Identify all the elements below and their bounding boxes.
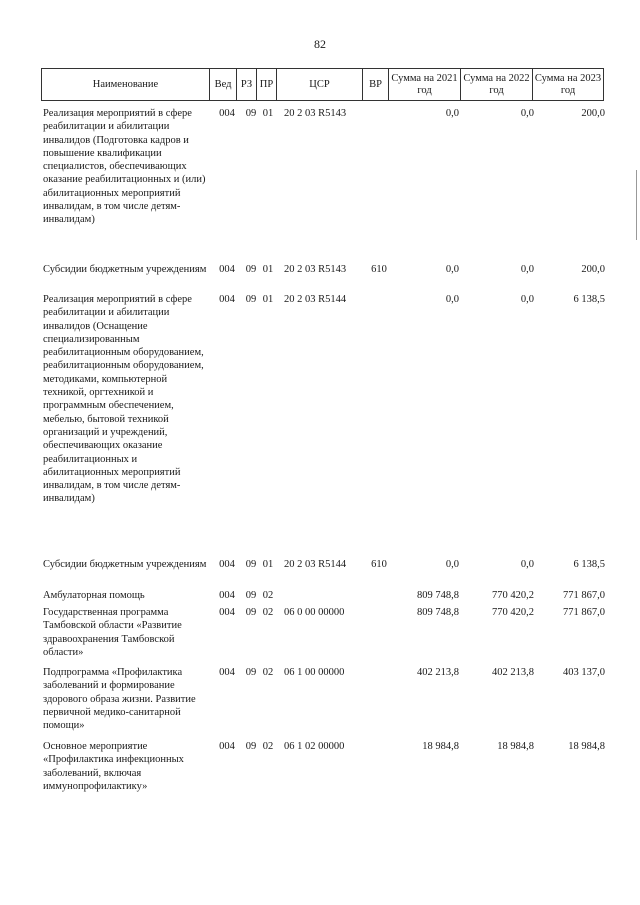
row-rz: 09 xyxy=(245,741,257,752)
row-rz: 09 xyxy=(245,108,257,119)
header-sum-2022: Сумма на 2022 год xyxy=(460,68,532,101)
row-name: Субсидии бюджетным учреждениям xyxy=(43,559,207,570)
row-pr: 01 xyxy=(262,264,274,275)
row-name: Реализация мероприятий в сфере реабилитации и абилитации инвалидов (Оснащение специализированным реабилитационным оборудованием, реабилитационным оборудованием, методиками, компьютерной техникой, оргтехникой и программным обеспечением, мебелью, бытовой техникой организаций и учреждений, обеспечивающих оказание реабилитационных и абилитационных мероприятий инвалидам, в том числе детям-инвалидам) xyxy=(43,294,204,505)
row-sum-2021: 0,0 xyxy=(445,559,459,570)
row-sum-2021: 0,0 xyxy=(445,108,459,119)
header-ved: Вед xyxy=(209,68,236,101)
row-sum-2021: 809 748,8 xyxy=(417,590,459,601)
row-sum-2021: 0,0 xyxy=(445,294,459,305)
row-ved: 004 xyxy=(219,667,235,678)
header-sum-2023: Сумма на 2023 год xyxy=(532,68,604,101)
header-name: Наименование xyxy=(41,68,209,101)
scan-margin-mark xyxy=(636,170,637,240)
row-sum-2023: 200,0 xyxy=(581,108,605,119)
row-sum-2021: 809 748,8 xyxy=(417,607,459,618)
row-sum-2023: 771 867,0 xyxy=(563,607,605,618)
header-pr: ПР xyxy=(256,68,276,101)
row-pr: 01 xyxy=(262,294,274,305)
row-rz: 09 xyxy=(245,294,257,305)
row-ved: 004 xyxy=(219,607,235,618)
page-number: 82 xyxy=(314,37,326,51)
header-vr: ВР xyxy=(362,68,388,101)
row-csr: 06 0 00 00000 xyxy=(284,607,345,618)
row-sum-2023: 6 138,5 xyxy=(573,294,605,305)
row-vr: 610 xyxy=(371,264,387,275)
row-pr: 02 xyxy=(262,667,274,678)
row-sum-2022: 0,0 xyxy=(520,264,534,275)
row-pr: 01 xyxy=(262,559,274,570)
row-pr: 01 xyxy=(262,108,274,119)
row-ved: 004 xyxy=(219,294,235,305)
row-name: Основное мероприятие «Профилактика инфекционных заболеваний, включая иммунопрофилактику» xyxy=(43,741,184,792)
row-ved: 004 xyxy=(219,741,235,752)
row-sum-2022: 402 213,8 xyxy=(492,667,534,678)
row-csr: 20 2 03 R5143 xyxy=(284,264,347,275)
row-sum-2022: 770 420,2 xyxy=(492,607,534,618)
row-pr: 02 xyxy=(262,741,274,752)
row-sum-2023: 6 138,5 xyxy=(573,559,605,570)
row-ved: 004 xyxy=(219,108,235,119)
row-sum-2022: 18 984,8 xyxy=(497,741,534,752)
row-sum-2021: 18 984,8 xyxy=(422,741,459,752)
row-pr: 02 xyxy=(262,607,274,618)
header-rz: РЗ xyxy=(236,68,256,101)
row-sum-2021: 0,0 xyxy=(445,264,459,275)
row-csr: 20 2 03 R5143 xyxy=(284,108,347,119)
row-sum-2023: 200,0 xyxy=(581,264,605,275)
row-rz: 09 xyxy=(245,590,257,601)
header-sum-2021: Сумма на 2021 год xyxy=(388,68,460,101)
row-sum-2021: 402 213,8 xyxy=(417,667,459,678)
row-ved: 004 xyxy=(219,559,235,570)
row-name: Амбулаторная помощь xyxy=(43,590,145,601)
row-pr: 02 xyxy=(262,590,274,601)
row-csr: 06 1 00 00000 xyxy=(284,667,345,678)
row-sum-2023: 403 137,0 xyxy=(563,667,605,678)
row-name: Государственная программа Тамбовской области «Развитие здравоохранения Тамбовской области» xyxy=(43,607,182,658)
row-vr: 610 xyxy=(371,559,387,570)
row-csr: 06 1 02 00000 xyxy=(284,741,345,752)
row-sum-2023: 18 984,8 xyxy=(568,741,605,752)
row-sum-2022: 0,0 xyxy=(520,108,534,119)
row-name: Субсидии бюджетным учреждениям xyxy=(43,264,207,275)
row-csr: 20 2 03 R5144 xyxy=(284,294,347,305)
row-rz: 09 xyxy=(245,264,257,275)
row-name: Подпрограмма «Профилактика заболеваний и формирование здорового образа жизни. Развитие первичной медико-санитарной помощи» xyxy=(43,667,196,732)
row-sum-2022: 0,0 xyxy=(520,294,534,305)
row-ved: 004 xyxy=(219,264,235,275)
row-ved: 004 xyxy=(219,590,235,601)
row-sum-2023: 771 867,0 xyxy=(563,590,605,601)
header-csr: ЦСР xyxy=(276,68,362,101)
row-csr: 20 2 03 R5144 xyxy=(284,559,347,570)
row-name: Реализация мероприятий в сфере реабилитации и абилитации инвалидов (Подготовка кадров и повышение квалификации специалистов, обеспечивающих оказание реабилитационных и (или) абилитационных мероприятий инвалидам, в том числе детям-инвалидам) xyxy=(43,108,206,226)
row-rz: 09 xyxy=(245,607,257,618)
row-rz: 09 xyxy=(245,667,257,678)
row-sum-2022: 0,0 xyxy=(520,559,534,570)
row-rz: 09 xyxy=(245,559,257,570)
row-sum-2022: 770 420,2 xyxy=(492,590,534,601)
